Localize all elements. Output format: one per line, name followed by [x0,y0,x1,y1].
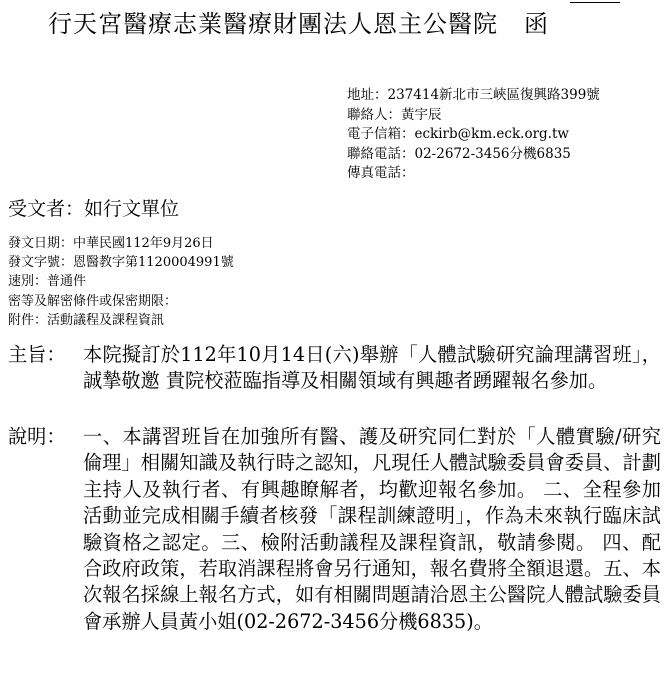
address-line: 地址：237414新北市三峽區復興路399號 [347,87,600,103]
subject-text: 本院擬訂於112年10月14日(六)舉辦「人體試驗研究論理講習班」，誠摯敬邀 貴院校蒞臨指導及相關領域有興趣者踴躍報名參加。 [83,343,661,393]
top-edge-mark [570,0,620,3]
document-meta [8,234,234,330]
organization-name: 行天宮醫療志業醫療財團法人恩主公醫院 [48,10,498,38]
explanation-label: 說明： [8,425,66,448]
contact-block [347,86,600,184]
phone-line: 聯絡電話：02-2672-3456分機6835 [347,145,571,162]
letter-title [48,8,648,40]
attachment-line: 附件：活動議程及課程資訊 [8,312,165,328]
delivery-speed: 速別：普通件 [8,274,87,290]
document-type: 函 [524,10,549,38]
issue-date: 發文日期：中華民國112年9月26日 [8,236,214,251]
recipient-line: 受文者：如行文單位 [8,198,180,220]
contact-person-line: 聯絡人：黃宇辰 [347,106,442,123]
secrecy-level: 密等及解密條件或保密期限： [8,293,178,309]
email-line: 電子信箱：eckirb@km.eck.org.tw [347,126,569,142]
subject-label: 主旨： [8,343,66,366]
fax-line: 傳真電話： [347,165,415,181]
explanation-text: 一、本講習班旨在加強所有醫、護及研究同仁對於「人體實驗/研究倫理」相關知識及執行時之認知，凡現任人體試驗委員會委員、計劃主持人及執行者、有興趣瞭解者，均歡迎報名參加。 二、全程參加活動並完成相關手續者核發「課程訓練證明」，作為未來執行臨床試驗資格之認定。三、檢附活動議程及課程資訊，敬請參閱。 四、配合政府政策，若取消課程將會另行通知，報名費將全額退還。五、本次報名採線上報名方式，如有相關問題請洽恩主公醫院人體試驗委員會承辦人員黃小姐(02-2672-3456分機6835)。 [83,425,661,633]
issue-number: 發文字號：恩醫教字第1120004991號 [8,255,234,271]
